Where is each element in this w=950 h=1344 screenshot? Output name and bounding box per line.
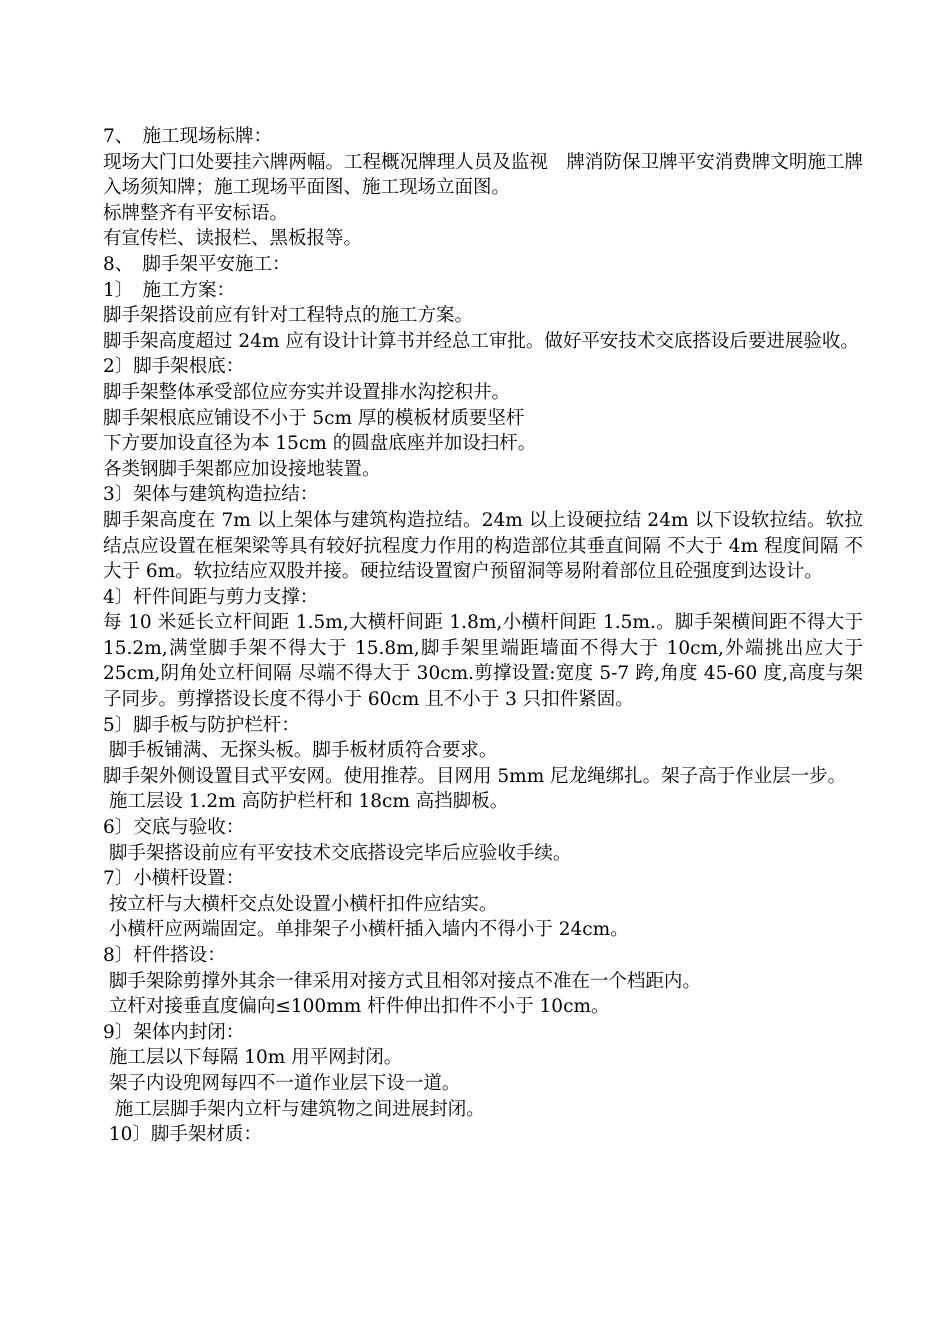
item-paragraph: 施工层以下每隔 10m 用平网封闭。 [103,1047,403,1069]
item-title: 4〕杆件间距与剪力支撑： [103,586,319,608]
item-title: 7〕小横杆设置： [103,868,245,890]
item-paragraph: 脚手架整体承受部位应夯实并设置排水沟挖积井。 [103,381,511,403]
item-paragraph: 脚手架搭设前应有针对工程特点的施工方案。 [103,305,474,327]
item-paragraph: 脚手架除剪撑外其余一律采用对接方式且相邻对接点不准在一个档距内。 [103,970,701,992]
item-paragraph: 脚手架搭设前应有平安技术交底搭设完毕后应验收手续。 [103,842,572,864]
item-title: 8〕杆件搭设： [103,945,226,966]
section-7-heading: 7、 施工现场标牌： [103,126,273,147]
item-paragraph: 立杆对接垂直度偏向≤100mm 杆件伸出扣件不小于 10cm。 [103,996,610,1018]
item-title: 10〕脚手架材质： [103,1124,262,1146]
item-paragraph: 每 10 米延长立杆间距 1.5m,大横杆间距 1.8m,小横杆间距 1.5m.。脚手架横间距不得大于 15.2m,满堂脚手架不得大于 15.8m,脚手架里端距墙面不得大于 10cm,外端挑出应大于 25cm,阴角处立杆间隔 尽端不得大于 30cm.剪撑设置:宽度 5-7 跨,角度 45-60 度,高度与架子同步。剪撑搭设长度不得小于 60cm 且不小于 3 只扣件紧固。 [103,612,863,711]
section-7-paragraph: 现场大门口处要挂六牌两幅。工程概况牌理人员及监视 牌消防保卫牌平安消费牌文明施工牌入场须知牌；施工现场平面图、施工现场立面图。 [103,151,863,199]
item-paragraph: 脚手板铺满、无探头板。脚手板材质符合要求。 [103,740,498,762]
item-paragraph: 按立杆与大横杆交点处设置小横杆扣件应结实。 [103,893,498,915]
item-paragraph: 各类钢脚手架都应加设接地装置。 [103,458,381,480]
item-paragraph: 下方要加设直径为本 15cm 的圆盘底座并加设扫杆。 [103,433,537,455]
item-title: 9〕架体内封闭： [103,1021,245,1043]
section-7-paragraph: 标牌整齐有平安标语。 [103,202,289,224]
item-paragraph: 脚手架高度在 7m 以上架体与建筑构造拉结。24m 以上设硬拉结 24m 以下设软拉结。软拉结点应设置在框架梁等具有较好抗程度力作用的构造部位其垂直间隔 不大于 4m 程度间隔 不大于 6m。软拉结应双股并接。硬拉结设置窗户预留洞等易附着部位且砼强度到达设计。 [103,509,863,583]
item-paragraph: 架子内设兜网每四不一道作业层下设一道。 [103,1072,461,1094]
item-title: 3〕架体与建筑构造拉结： [103,484,319,506]
section-8-heading: 8、 脚手架平安施工： [103,253,291,275]
item-title: 1〕 施工方案： [103,279,236,301]
item-paragraph: 施工层脚手架内立杆与建筑物之间进展封闭。 [103,1098,485,1120]
item-paragraph: 脚手架高度超过 24m 应有设计计算书并经总工审批。做好平安技术交底搭设后要进展验收。 [103,330,859,352]
item-paragraph: 脚手架根底应铺设不小于 5cm 厚的模板材质要坚杆 [103,407,525,429]
item-title: 5〕脚手板与防护栏杆： [103,714,300,736]
document-page [103,124,863,1148]
section-7-paragraph: 有宣传栏、读报栏、黑板报等。 [103,228,363,250]
item-paragraph: 脚手架外侧设置目式平安网。使用推荐。目网用 5mm 尼龙绳绑扎。架子高于作业层一步。 [103,765,847,787]
item-paragraph: 小横杆应两端固定。单排架子小横杆插入墙内不得小于 24cm。 [103,919,629,941]
item-title: 6〕交底与验收： [103,817,245,839]
item-title: 2〕脚手架根底： [103,356,245,378]
item-paragraph: 施工层设 1.2m 高防护栏杆和 18cm 高挡脚板。 [103,791,509,813]
